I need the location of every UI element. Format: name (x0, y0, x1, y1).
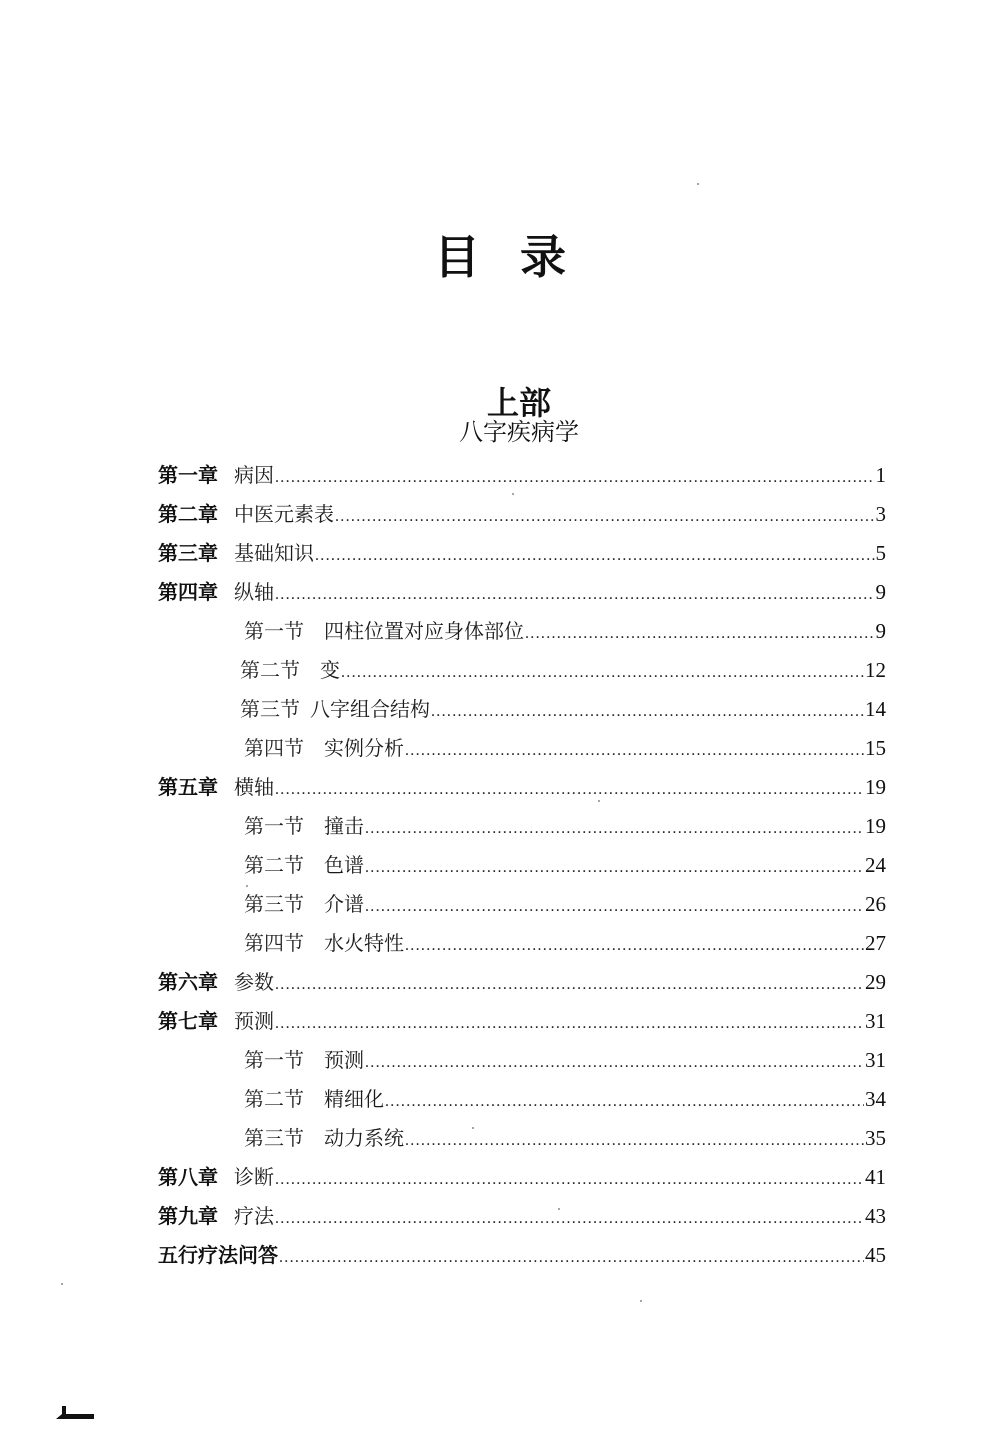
toc-subentry[interactable] (158, 846, 886, 885)
toc-entry-page: 9 (875, 619, 886, 643)
toc-entry-label: 第二节 (244, 853, 304, 877)
toc-entry-title: 撞击 (324, 814, 364, 838)
dot-leader (275, 1004, 864, 1043)
toc-entry-page: 45 (865, 1243, 886, 1267)
toc-entry-page: 35 (865, 1126, 886, 1150)
toc-entry-title: 五行疗法问答 (158, 1243, 278, 1267)
toc-entry-page: 24 (865, 853, 886, 877)
toc-entry-page: 19 (865, 775, 886, 799)
toc-entry-label: 第一节 (244, 619, 304, 643)
toc-entry-page: 19 (865, 814, 886, 838)
toc-entry-title: 横轴 (234, 775, 274, 799)
scan-speck (472, 1127, 474, 1129)
dot-leader (275, 458, 875, 497)
toc-entry-label: 第六章 (158, 970, 218, 994)
toc-entry-label: 第三节 (244, 892, 304, 916)
dot-leader (405, 926, 864, 965)
toc-subentry[interactable] (158, 885, 886, 924)
toc-entry-page: 3 (875, 502, 886, 526)
toc-entry-page: 31 (865, 1009, 886, 1033)
dot-leader (365, 1043, 864, 1082)
toc-entry-title: 四柱位置对应身体部位 (324, 619, 524, 643)
dot-leader (275, 1160, 864, 1199)
toc-entry[interactable] (158, 768, 886, 807)
toc-entry-label: 第四节 (244, 736, 304, 760)
table-of-contents (158, 456, 886, 1275)
dot-leader (431, 692, 864, 731)
toc-entry-title: 精细化 (324, 1087, 384, 1111)
toc-subentry[interactable] (158, 729, 886, 768)
toc-entry-title: 八字组合结构 (310, 697, 430, 721)
dot-leader (385, 1082, 864, 1121)
part-subtitle: 八字疾病学 (459, 418, 579, 446)
dot-leader (335, 497, 875, 536)
toc-entry-page: 12 (865, 658, 886, 682)
toc-entry-label: 第四章 (158, 580, 218, 604)
toc-entry-page: 1 (875, 463, 886, 487)
toc-entry-title: 色谱 (324, 853, 364, 877)
toc-subentry[interactable] (158, 1080, 886, 1119)
toc-entry[interactable] (158, 534, 886, 573)
toc-entry-label: 第二节 (244, 1087, 304, 1111)
toc-entry-label: 第二节 (240, 658, 300, 682)
toc-entry-page: 27 (865, 931, 886, 955)
scan-speck (640, 1300, 642, 1302)
dot-leader (365, 848, 864, 887)
toc-entry-label: 第一章 (158, 463, 218, 487)
part-title: 上部 (486, 383, 551, 422)
scan-speck (598, 800, 600, 802)
toc-entry-page: 15 (865, 736, 886, 760)
scan-artifact-mark (56, 1414, 94, 1419)
toc-entry-label: 第四节 (244, 931, 304, 955)
toc-entry-label: 第三章 (158, 541, 218, 565)
toc-entry[interactable] (158, 573, 886, 612)
toc-entry-page: 14 (865, 697, 886, 721)
toc-subentry[interactable] (158, 651, 886, 690)
toc-entry-page: 29 (865, 970, 886, 994)
toc-entry-title: 中医元素表 (234, 502, 334, 526)
toc-entry-title: 介谱 (324, 892, 364, 916)
dot-leader (341, 653, 864, 692)
dot-leader (365, 887, 864, 926)
dot-leader (275, 575, 875, 614)
toc-entry-page: 26 (865, 892, 886, 916)
toc-entry-label: 第一节 (244, 1048, 304, 1072)
toc-entry-label: 第九章 (158, 1204, 218, 1228)
toc-entry[interactable] (158, 495, 886, 534)
toc-entry-page: 31 (865, 1048, 886, 1072)
scan-speck (246, 885, 248, 887)
toc-entry-page: 5 (875, 541, 886, 565)
dot-leader (365, 809, 864, 848)
toc-subentry[interactable] (158, 612, 886, 651)
toc-entry-label: 第七章 (158, 1009, 218, 1033)
toc-entry-page: 9 (875, 580, 886, 604)
toc-entry[interactable] (158, 1158, 886, 1197)
dot-leader (275, 965, 864, 1004)
toc-entry[interactable] (158, 1197, 886, 1236)
toc-entry-label: 第一节 (244, 814, 304, 838)
dot-leader (275, 1199, 864, 1238)
toc-entry-title: 动力系统 (324, 1126, 404, 1150)
toc-entry[interactable] (158, 1002, 886, 1041)
toc-entry-label: 第五章 (158, 775, 218, 799)
toc-entry-page: 41 (865, 1165, 886, 1189)
toc-entry-title: 水火特性 (324, 931, 404, 955)
dot-leader (405, 731, 864, 770)
toc-subentry[interactable] (158, 690, 886, 729)
toc-entry[interactable] (158, 963, 886, 1002)
scan-speck (61, 1283, 63, 1285)
dot-leader (315, 536, 875, 575)
toc-entry-title: 实例分析 (324, 736, 404, 760)
toc-entry-title: 病因 (234, 463, 274, 487)
dot-leader (275, 770, 864, 809)
toc-entry-title: 预测 (324, 1048, 364, 1072)
toc-entry-page: 34 (865, 1087, 886, 1111)
toc-entry[interactable] (158, 456, 886, 495)
dot-leader (279, 1238, 864, 1277)
toc-entry-title: 疗法 (234, 1204, 274, 1228)
toc-entry[interactable] (158, 1236, 886, 1275)
toc-subentry[interactable] (158, 1041, 886, 1080)
dot-leader (525, 614, 875, 653)
scan-speck (512, 493, 514, 495)
toc-subentry[interactable] (158, 807, 886, 846)
toc-entry-title: 参数 (234, 970, 274, 994)
toc-subentry[interactable] (158, 924, 886, 963)
toc-entry-label: 第八章 (158, 1165, 218, 1189)
toc-entry-label: 第三节 (240, 697, 300, 721)
toc-entry-title: 基础知识 (234, 541, 314, 565)
scan-speck (697, 183, 699, 185)
scan-speck (558, 1208, 560, 1210)
toc-entry-label: 第三节 (244, 1126, 304, 1150)
toc-entry-title: 变 (320, 658, 340, 682)
toc-entry-title: 诊断 (234, 1165, 274, 1189)
toc-entry-title: 预测 (234, 1009, 274, 1033)
toc-entry-page: 43 (865, 1204, 886, 1228)
toc-subentry[interactable] (158, 1119, 886, 1158)
toc-entry-label: 第二章 (158, 502, 218, 526)
toc-entry-title: 纵轴 (234, 580, 274, 604)
page-title: 目录 (434, 229, 606, 284)
